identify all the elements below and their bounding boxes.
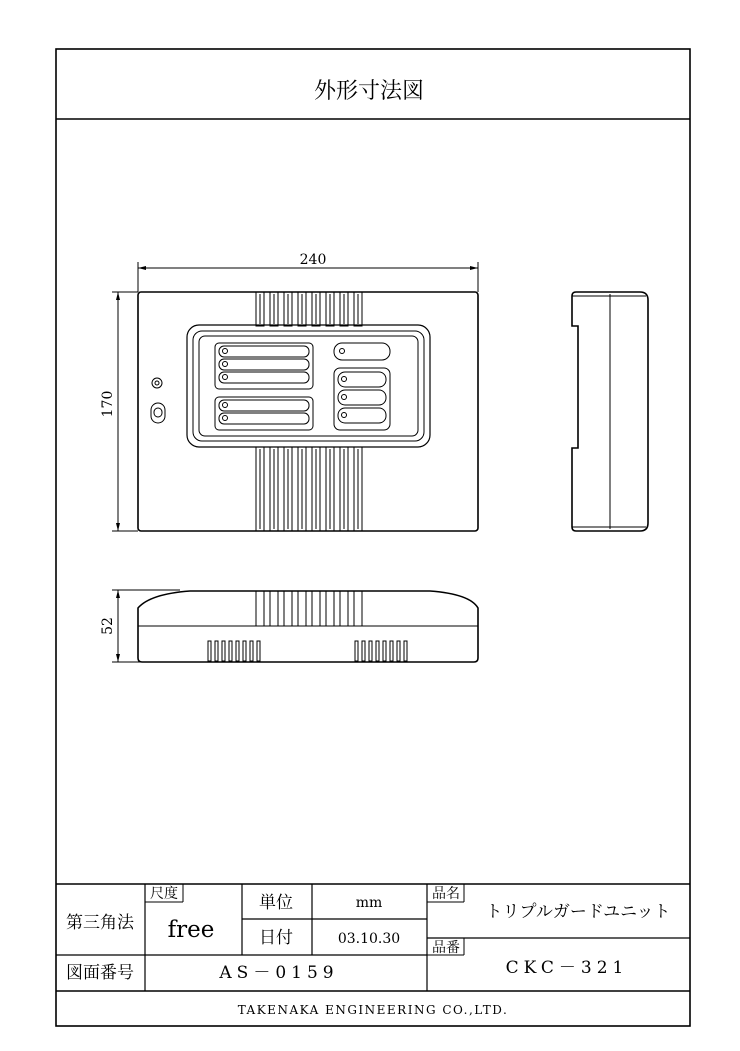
product-name-label: 品名 xyxy=(432,886,460,902)
date-value: 03.10.30 xyxy=(337,931,401,947)
height-dimension-label: 170 xyxy=(100,390,116,418)
front-view xyxy=(100,252,478,531)
projection-method: 第三角法 xyxy=(66,913,134,933)
bottom-view xyxy=(100,590,478,662)
title-block xyxy=(56,884,690,1017)
unit-value: mm xyxy=(355,895,383,911)
width-dimension-label: 240 xyxy=(299,252,327,268)
date-label: 日付 xyxy=(259,928,293,948)
product-name: トリプルガードユニット xyxy=(485,902,671,922)
screw-icon xyxy=(152,378,162,388)
drawing-title: 外形寸法図 xyxy=(313,79,425,104)
company-name: TAKENAKA ENGINEERING CO.,LTD. xyxy=(237,1003,509,1017)
indicator-lamp xyxy=(334,343,390,360)
side-view xyxy=(572,292,648,531)
product-number: CKC－321 xyxy=(505,958,629,978)
top-vent-slots xyxy=(256,591,362,626)
drawing-number: AS－0159 xyxy=(219,963,339,983)
drawing-frame xyxy=(56,49,690,1026)
scale-value: free xyxy=(167,917,215,943)
product-number-label: 品番 xyxy=(432,940,460,956)
unit-label: 単位 xyxy=(259,893,293,913)
side-vent-slots xyxy=(208,641,407,661)
left-button-group xyxy=(215,343,313,389)
scale-label: 尺度 xyxy=(150,886,178,902)
front-body-outline xyxy=(138,292,478,531)
keyhole-icon xyxy=(151,403,165,423)
depth-dimension-label: 52 xyxy=(100,617,116,635)
drawing-number-label: 図面番号 xyxy=(66,963,134,983)
